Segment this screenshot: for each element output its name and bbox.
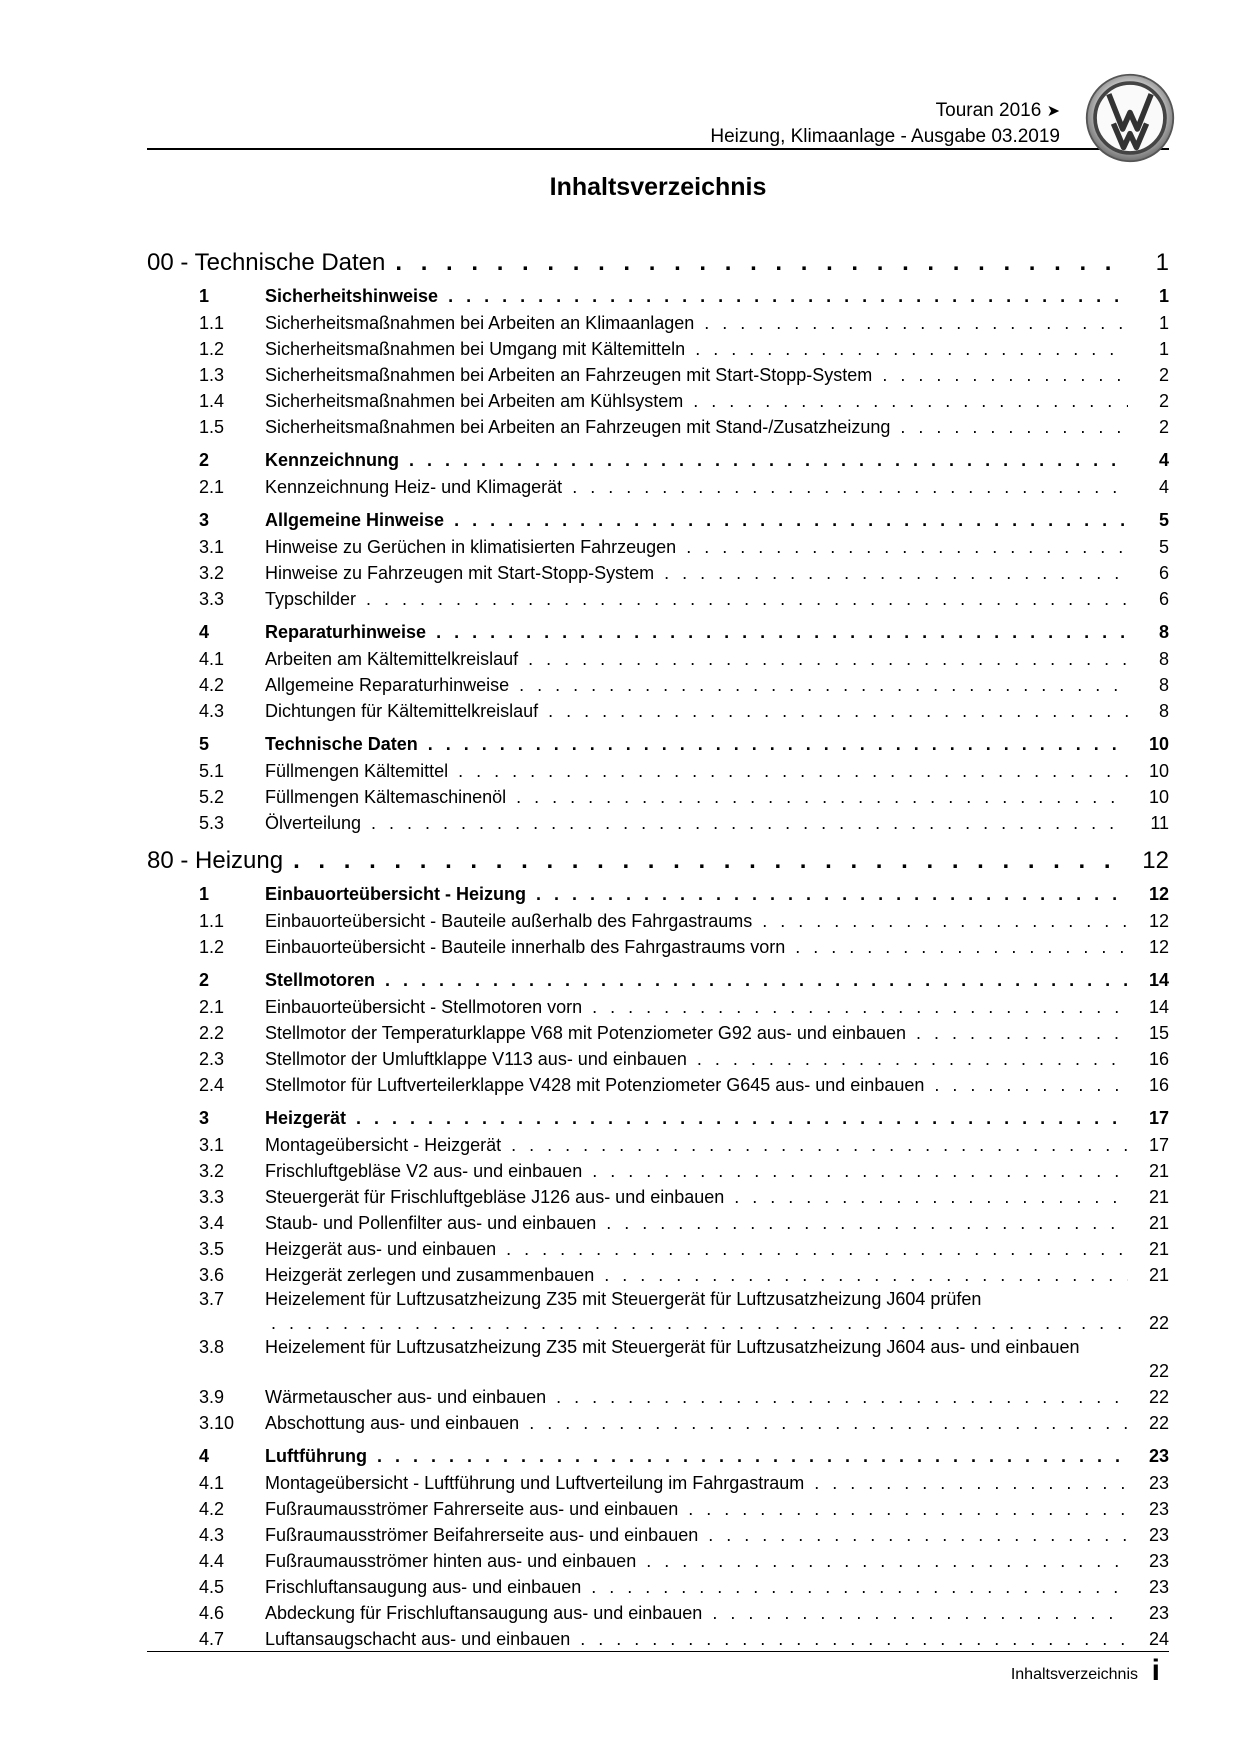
dot-leader (592, 1158, 1128, 1184)
toc-page-number: 22 (1148, 1387, 1169, 1407)
toc-chapter[interactable] (147, 966, 1169, 994)
toc-item[interactable] (147, 1210, 1169, 1236)
toc-title: Stellmotor für Luftverteilerklappe V428 mit Potenziometer G645 aus- und einbauen (265, 1075, 925, 1095)
dot-leader (712, 1600, 1128, 1626)
toc-title: Stellmotor der Temperaturklappe V68 mit Potenziometer G92 aus- und einbauen (265, 1023, 907, 1043)
dot-leader (409, 446, 1128, 474)
toc-item[interactable] (147, 810, 1169, 836)
toc-title: Heizgerät aus- und einbauen (265, 1239, 497, 1259)
toc-number: 4 (199, 1446, 210, 1466)
dot-leader (511, 1132, 1128, 1158)
dot-leader (506, 1236, 1128, 1262)
toc-title: Sicherheitsmaßnahmen bei Umgang mit Kältemitteln (265, 339, 686, 359)
toc-page-number: 2 (1158, 417, 1169, 437)
toc-title: Einbauorteübersicht - Stellmotoren vorn (265, 997, 583, 1017)
toc-item[interactable] (147, 1072, 1169, 1098)
toc-number: 2 (199, 970, 210, 990)
dot-leader (293, 842, 1128, 880)
toc-page-number: 23 (1148, 1603, 1169, 1623)
dot-leader (591, 1574, 1128, 1600)
toc-title: Abschottung aus- und einbauen (265, 1413, 520, 1433)
toc-page-number: 11 (1150, 813, 1169, 833)
toc-item[interactable] (147, 908, 1169, 934)
toc-title: Luftführung (265, 1446, 367, 1466)
dot-leader (734, 1184, 1128, 1210)
dot-leader (686, 534, 1128, 560)
dot-leader (271, 1310, 1128, 1336)
toc-number: 3.8 (199, 1337, 225, 1357)
dot-leader (606, 1210, 1128, 1236)
toc-title: Sicherheitsmaßnahmen bei Arbeiten an Klimaanlagen (265, 313, 695, 333)
toc-page-number: 23 (1148, 1525, 1169, 1545)
dot-leader (528, 646, 1128, 672)
toc-number: 1.2 (199, 339, 225, 359)
toc-title: Hinweise zu Fahrzeugen mit Start-Stopp-System (265, 563, 655, 583)
toc-item[interactable] (147, 414, 1169, 440)
toc-page-number: 1 (1158, 339, 1169, 359)
footer-page-number: i (1151, 1654, 1160, 1687)
toc-title: Montageübersicht - Heizgerät (265, 1135, 502, 1155)
toc-number: 1.5 (199, 417, 225, 437)
toc-title: Staub- und Pollenfilter aus- und einbauen (265, 1213, 597, 1233)
toc-title: Abdeckung für Frischluftansaugung aus- und einbauen (265, 1603, 703, 1623)
toc-item[interactable] (147, 474, 1169, 500)
dot-leader (366, 586, 1128, 612)
toc-title: Fußraumausströmer Fahrerseite aus- und einbauen (265, 1499, 679, 1519)
toc-number: 4.3 (199, 701, 225, 721)
toc-page-number: 17 (1148, 1108, 1169, 1128)
toc-page-number: 21 (1148, 1161, 1169, 1181)
dot-leader (454, 506, 1128, 534)
toc-title: Einbauorteübersicht - Heizung (265, 884, 527, 904)
toc-title: Sicherheitsmaßnahmen bei Arbeiten am Kühlsystem (265, 391, 684, 411)
toc-item[interactable] (147, 534, 1169, 560)
toc-number: 4 (199, 622, 210, 642)
dot-leader (448, 282, 1128, 310)
dot-leader (548, 698, 1128, 724)
toc-title: Fußraumausströmer Beifahrerseite aus- und einbauen (265, 1525, 699, 1545)
toc-number: 2.3 (199, 1049, 225, 1069)
toc-chapter[interactable] (147, 730, 1169, 758)
toc-title: Kennzeichnung Heiz- und Klimagerät (265, 477, 563, 497)
toc-number: 3.1 (199, 1135, 225, 1155)
toc-page-number: 15 (1148, 1023, 1169, 1043)
toc-number: 4.5 (199, 1577, 225, 1597)
toc-number: 5.1 (199, 761, 225, 781)
toc-number: 4.2 (199, 675, 225, 695)
next-arrow-icon[interactable]: ➤ (1046, 103, 1060, 120)
table-of-contents (147, 242, 1169, 1652)
toc-page-number: 8 (1158, 649, 1169, 669)
toc-page-number: 23 (1148, 1577, 1169, 1597)
toc-item[interactable] (147, 586, 1169, 612)
toc-title: Steuergerät für Frischluftgebläse J126 aus- und einbauen (265, 1187, 725, 1207)
toc-item[interactable] (147, 994, 1169, 1020)
toc-title: Stellmotor der Umluftklappe V113 aus- und einbauen (265, 1049, 687, 1069)
toc-page-number: 12 (1148, 937, 1169, 957)
toc-item[interactable] (147, 1470, 1169, 1496)
toc-number: 1.3 (199, 365, 225, 385)
toc-chapter[interactable] (147, 1442, 1169, 1470)
dot-leader (708, 1522, 1128, 1548)
toc-item[interactable] (147, 1336, 1169, 1384)
toc-title: Frischluftgebläse V2 aus- und einbauen (265, 1161, 583, 1181)
toc-chapter[interactable] (147, 282, 1169, 310)
toc-number: 4.1 (199, 1473, 225, 1493)
dot-leader (604, 1262, 1128, 1288)
dot-leader (934, 1072, 1128, 1098)
volkswagen-logo (1084, 72, 1176, 164)
toc-title: Heizgerät zerlegen und zusammenbauen (265, 1265, 595, 1285)
toc-page-number: 23 (1148, 1551, 1169, 1571)
toc-number: 3 (199, 510, 210, 530)
toc-title: Einbauorteübersicht - Bauteile innerhalb des Fahrgastraums vorn (265, 937, 786, 957)
footer-rule (147, 1651, 1169, 1652)
toc-title: Heizgerät (265, 1108, 347, 1128)
toc-number: 2 (199, 450, 210, 470)
toc-number: 2.1 (199, 477, 225, 497)
toc-title: Füllmengen Kältemittel (265, 761, 449, 781)
dot-leader (693, 388, 1128, 414)
toc-number: 1.1 (199, 911, 225, 931)
toc-title: Reparaturhinweise (265, 622, 427, 642)
toc-page-number: 16 (1148, 1075, 1169, 1095)
toc-item[interactable] (147, 1236, 1169, 1262)
toc-title: Fußraumausströmer hinten aus- und einbauen (265, 1551, 637, 1571)
toc-item[interactable] (147, 388, 1169, 414)
dot-leader (458, 758, 1128, 784)
toc-chapter[interactable] (147, 1104, 1169, 1132)
toc-number: 3.3 (199, 589, 225, 609)
toc-number: 3.6 (199, 1265, 225, 1285)
toc-number: 1.2 (199, 937, 225, 957)
toc-page-number: 22 (1148, 1361, 1169, 1381)
toc-page-number: 10 (1148, 734, 1169, 754)
toc-item[interactable] (147, 1384, 1169, 1410)
toc-title: Luftansaugschacht aus- und einbauen (265, 1629, 571, 1649)
toc-item[interactable] (147, 1626, 1169, 1652)
toc-page-number: 21 (1148, 1213, 1169, 1233)
toc-item[interactable] (147, 698, 1169, 724)
toc-chapter[interactable] (147, 446, 1169, 474)
toc-page-number: 8 (1158, 622, 1169, 642)
toc-title: Wärmetauscher aus- und einbauen (265, 1387, 547, 1407)
footer-label: Inhaltsverzeichnis (1010, 1666, 1138, 1683)
toc-number: 5.3 (199, 813, 225, 833)
toc-title: Ölverteilung (265, 813, 362, 833)
dot-leader (882, 362, 1128, 388)
toc-page-number: 16 (1148, 1049, 1169, 1069)
toc-section[interactable] (147, 842, 1169, 880)
toc-page-number: 14 (1148, 997, 1169, 1017)
toc-number: 2.1 (199, 997, 225, 1017)
header-rule (147, 148, 1169, 150)
toc-page-number: 10 (1148, 787, 1169, 807)
toc-item[interactable] (147, 1574, 1169, 1600)
toc-title: Allgemeine Hinweise (265, 510, 445, 530)
toc-page-number: 23 (1148, 1473, 1169, 1493)
toc-section-title: 00 - Technische Daten (147, 249, 386, 276)
toc-item[interactable] (147, 1046, 1169, 1072)
toc-page-number: 1 (1155, 249, 1169, 276)
toc-item[interactable] (147, 1184, 1169, 1210)
dot-leader (572, 474, 1128, 500)
toc-title: Sicherheitsmaßnahmen bei Arbeiten an Fahrzeugen mit Start-Stopp-System (265, 365, 873, 385)
toc-title: Typschilder (265, 589, 357, 609)
toc-page-number: 21 (1148, 1265, 1169, 1285)
toc-item[interactable] (147, 1262, 1169, 1288)
toc-title: Füllmengen Kältemaschinenöl (265, 787, 507, 807)
toc-number: 3.1 (199, 537, 225, 557)
dot-leader (900, 414, 1128, 440)
toc-item[interactable] (147, 646, 1169, 672)
toc-page-number: 1 (1158, 286, 1169, 306)
dot-leader (385, 966, 1128, 994)
toc-page-number: 24 (1148, 1629, 1169, 1649)
toc-number: 5 (199, 734, 210, 754)
toc-page-number: 22 (1148, 1313, 1169, 1333)
toc-page-number: 2 (1158, 365, 1169, 385)
toc-title: Dichtungen für Kältemittelkreislauf (265, 701, 539, 721)
toc-number: 4.7 (199, 1629, 225, 1649)
toc-chapter[interactable] (147, 618, 1169, 646)
dot-leader (646, 1548, 1128, 1574)
toc-title: Frischluftansaugung aus- und einbauen (265, 1577, 582, 1597)
toc-page-number: 10 (1148, 761, 1169, 781)
toc-number: 4.1 (199, 649, 225, 669)
dot-leader (688, 1496, 1128, 1522)
toc-page-number: 21 (1148, 1239, 1169, 1259)
toc-title: Sicherheitsmaßnahmen bei Arbeiten an Fahrzeugen mit Stand-/Zusatzheizung (265, 417, 891, 437)
toc-item[interactable] (147, 362, 1169, 388)
dot-leader (916, 1020, 1128, 1046)
toc-page-number: 5 (1158, 537, 1169, 557)
toc-item[interactable] (147, 784, 1169, 810)
toc-page-number: 23 (1148, 1446, 1169, 1466)
toc-number: 1.1 (199, 313, 225, 333)
dot-leader (814, 1470, 1128, 1496)
page-title: Inhaltsverzeichnis (549, 173, 767, 201)
dot-leader (592, 994, 1128, 1020)
toc-page-number: 8 (1158, 701, 1169, 721)
toc-title: Einbauorteübersicht - Bauteile außerhalb des Fahrgastraums (265, 911, 753, 931)
toc-number: 3 (199, 1108, 210, 1128)
dot-leader (556, 1384, 1128, 1410)
toc-page-number: 23 (1148, 1499, 1169, 1519)
toc-number: 1 (199, 286, 210, 306)
toc-page-number: 5 (1158, 510, 1169, 530)
dot-leader (536, 880, 1128, 908)
toc-number: 3.10 (199, 1413, 235, 1433)
toc-number: 2.2 (199, 1023, 225, 1043)
toc-item[interactable] (147, 1522, 1169, 1548)
header-model (936, 99, 1060, 124)
dot-leader (695, 336, 1128, 362)
dot-leader (516, 784, 1128, 810)
dot-leader (377, 1442, 1128, 1470)
toc-number: 1.4 (199, 391, 225, 411)
toc-page-number: 4 (1158, 477, 1169, 497)
toc-title: Heizelement für Luftzusatzheizung Z35 mit Steuergerät für Luftzusatzheizung J604 prüfen (265, 1289, 982, 1309)
toc-item[interactable] (147, 758, 1169, 784)
toc-item[interactable] (147, 560, 1169, 586)
toc-number: 4.3 (199, 1525, 225, 1545)
toc-number: 3.9 (199, 1387, 225, 1407)
toc-page-number: 17 (1148, 1135, 1169, 1155)
toc-number: 1 (199, 884, 210, 904)
toc-number: 4.4 (199, 1551, 225, 1571)
toc-item[interactable] (147, 336, 1169, 362)
toc-number: 4.2 (199, 1499, 225, 1519)
toc-title: Hinweise zu Gerüchen in klimatisierten Fahrzeugen (265, 537, 677, 557)
header-model-text: Touran 2016 (935, 100, 1042, 121)
toc-chapter[interactable] (147, 880, 1169, 908)
toc-number: 3.4 (199, 1213, 225, 1233)
toc-page-number: 8 (1158, 675, 1169, 695)
toc-number: 3.2 (199, 563, 225, 583)
toc-item[interactable] (147, 672, 1169, 698)
toc-item[interactable] (147, 1288, 1169, 1336)
toc-title: Montageübersicht - Luftführung und Luftverteilung im Fahrgastraum (265, 1473, 805, 1493)
toc-number: 5.2 (199, 787, 225, 807)
toc-page-number: 1 (1158, 313, 1169, 333)
dot-leader (356, 1104, 1128, 1132)
toc-title: Technische Daten (265, 734, 418, 754)
toc-page-number: 21 (1148, 1187, 1169, 1207)
toc-number: 3.3 (199, 1187, 225, 1207)
toc-page-number: 6 (1158, 563, 1169, 583)
toc-title: Allgemeine Reparaturhinweise (265, 675, 510, 695)
toc-page-number: 22 (1148, 1413, 1169, 1433)
toc-number: 3.2 (199, 1161, 225, 1181)
toc-chapter[interactable] (147, 506, 1169, 534)
toc-title: Sicherheitshinweise (265, 286, 439, 306)
toc-section-title: 80 - Heizung (147, 847, 284, 874)
dot-leader (519, 672, 1128, 698)
toc-number: 3.7 (199, 1289, 225, 1309)
toc-item[interactable] (147, 1020, 1169, 1046)
toc-page-number: 12 (1142, 847, 1169, 874)
toc-page-number: 14 (1148, 970, 1169, 990)
dot-leader (704, 310, 1128, 336)
toc-item[interactable] (147, 1158, 1169, 1184)
toc-number: 2.4 (199, 1075, 225, 1095)
toc-title: Kennzeichnung (265, 450, 399, 470)
toc-title: Heizelement für Luftzusatzheizung Z35 mit Steuergerät für Luftzusatzheizung J604 aus- und einbauen (265, 1337, 1080, 1357)
toc-number: 4.6 (199, 1603, 225, 1623)
toc-item[interactable] (147, 1548, 1169, 1574)
toc-section[interactable] (147, 244, 1169, 282)
header-subtitle: Heizung, Klimaanlage - Ausgabe 03.2019 (710, 126, 1060, 147)
dot-leader (436, 618, 1128, 646)
toc-page-number: 4 (1158, 450, 1169, 470)
toc-page-number: 12 (1148, 884, 1169, 904)
toc-item[interactable] (147, 310, 1169, 336)
toc-title: Arbeiten am Kältemittelkreislauf (265, 649, 519, 669)
dot-leader (697, 1046, 1128, 1072)
toc-page-number: 2 (1158, 391, 1169, 411)
toc-item[interactable] (147, 1496, 1169, 1522)
dot-leader (428, 730, 1128, 758)
toc-number: 3.5 (199, 1239, 225, 1259)
toc-item[interactable] (147, 1410, 1169, 1436)
toc-page-number: 12 (1148, 911, 1169, 931)
toc-item[interactable] (147, 1132, 1169, 1158)
toc-page-number: 6 (1158, 589, 1169, 609)
dot-leader (529, 1410, 1128, 1436)
toc-title: Stellmotoren (265, 970, 376, 990)
toc-item[interactable] (147, 1600, 1169, 1626)
dot-leader (664, 560, 1128, 586)
dot-leader (795, 934, 1128, 960)
dot-leader (371, 810, 1128, 836)
dot-leader (580, 1626, 1128, 1652)
dot-leader (762, 908, 1128, 934)
toc-item[interactable] (147, 934, 1169, 960)
dot-leader (395, 244, 1128, 282)
